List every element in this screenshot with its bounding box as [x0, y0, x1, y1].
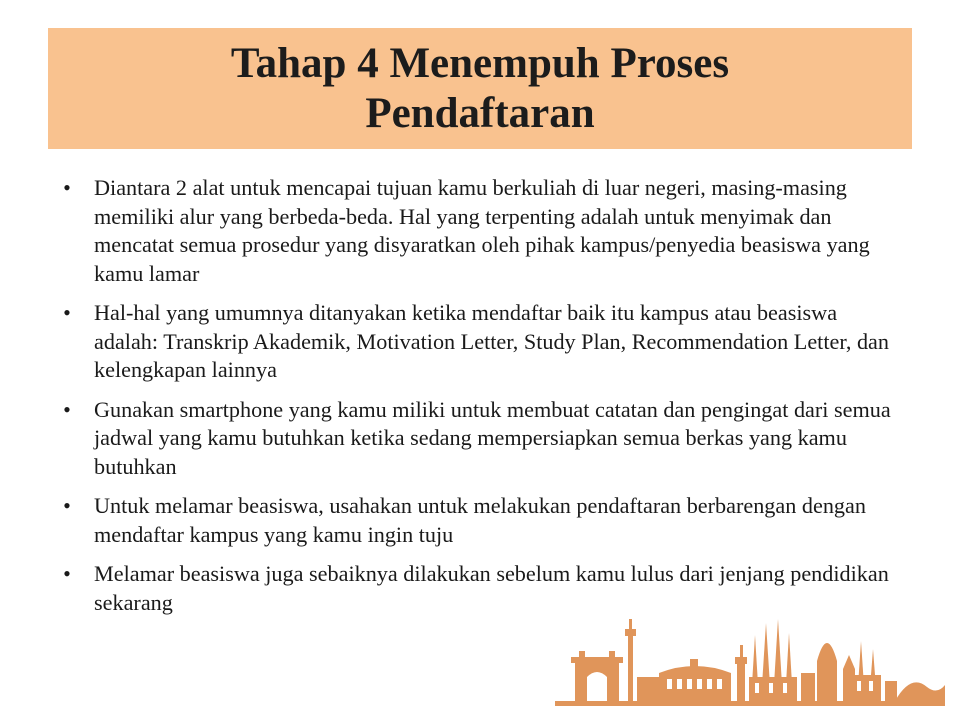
- slide-title: Tahap 4 Menempuh Proses Pendaftaran: [230, 39, 730, 137]
- bullet-text: Diantara 2 alat untuk mencapai tujuan kamu berkuliah di luar negeri, masing-masing memiliki alur yang berbeda-beda. Hal yang terpenting adalah untuk menyimak dan mencatat semua prosedur yang disyaratkan oleh pihak kampus/penyedia beasiswa yang kamu lamar: [94, 175, 870, 286]
- title-banner: [48, 28, 912, 149]
- bullet-item: [60, 560, 900, 617]
- bullet-text: Melamar beasiswa juga sebaiknya dilakukan sebelum kamu lulus dari jenjang pendidikan sekarang: [94, 561, 889, 615]
- city-skyline-icon: [555, 615, 945, 711]
- bullet-text: Gunakan smartphone yang kamu miliki untuk membuat catatan dan pengingat dari semua jadwal yang kamu butuhkan ketika sedang mempersiapkan semua berkas yang kamu butuhkan: [94, 396, 891, 479]
- bullet-dot-icon: •: [63, 300, 71, 325]
- bullet-list: [60, 174, 900, 628]
- bullet-dot-icon: •: [63, 493, 71, 518]
- bullet-dot-icon: •: [63, 561, 71, 586]
- bullet-text: Untuk melamar beasiswa, usahakan untuk melakukan pendaftaran berbarengan dengan mendaftar kampus yang kamu ingin tuju: [94, 493, 866, 547]
- bullet-item: [60, 492, 900, 549]
- bullet-item: [60, 299, 900, 385]
- bullet-dot-icon: •: [63, 396, 71, 422]
- bullet-text: Hal-hal yang umumnya ditanyakan ketika mendaftar baik itu kampus atau beasiswa adalah: Transkrip Akademik, Motivation Letter, Study Plan, Recommendation Letter, dan kelengkapan lainnya: [94, 300, 889, 382]
- bullet-item: [60, 174, 900, 288]
- bullet-dot-icon: •: [63, 175, 71, 200]
- bullet-item: [60, 396, 900, 482]
